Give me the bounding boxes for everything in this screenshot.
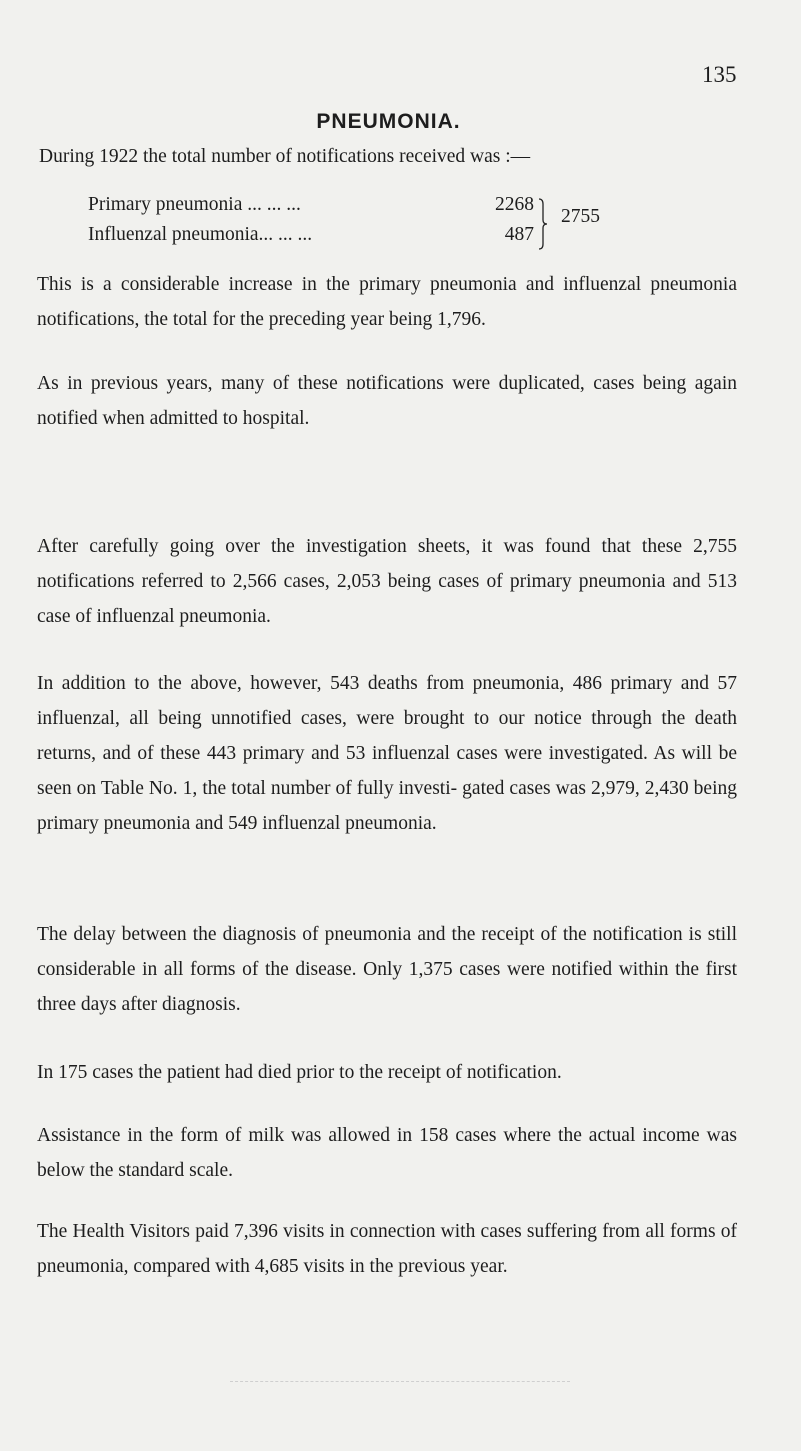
notification-value: 2268: [495, 194, 534, 215]
paragraph-duplicated: As in previous years, many of these notifications were duplicated, cases being again notified when admitted to hospital.: [37, 373, 737, 429]
notification-total: 2755: [561, 206, 600, 227]
notification-row-influenzal: [88, 224, 648, 254]
paragraph-deaths: In addition to the above, however, 543 deaths from pneumonia, 486 primary and 57 influenzal, all being unnotified cases, were brought to our notice through the death returns, and of these 443 primary and 53 influenzal cases were investigated. As will be seen on Table No. 1, the total number of fully investi- gated cases was 2,979, 2,430 being primary pneumonia and 549 influenzal pneumonia.: [37, 673, 737, 834]
paragraph-died-prior: In 175 cases the patient had died prior to the receipt of notification.: [37, 1062, 562, 1083]
paragraph-increase: This is a considerable increase in the primary pneumonia and influenzal pneumonia notifications, the total for the preceding year being 1,796.: [37, 274, 737, 330]
paragraph-health-visitors: The Health Visitors paid 7,396 visits in connection with cases suffering from all forms of pneumonia, compared with 4,685 visits in the previous year.: [37, 1221, 737, 1277]
paragraph-milk-assistance: Assistance in the form of milk was allowed in 158 cases where the actual income was below the standard scale.: [37, 1125, 737, 1181]
paragraph-investigation: After carefully going over the investigation sheets, it was found that these 2,755 notifications referred to 2,566 cases, 2,053 being cases of primary pneumonia and 513 case of influenzal pneumonia.: [37, 536, 737, 627]
page-number: 135: [702, 62, 737, 87]
notification-label: Influenzal pneumonia... ... ...: [88, 224, 313, 245]
intro-text: During 1922 the total number of notifications received was :—: [39, 146, 531, 167]
notification-value: 487: [504, 224, 534, 245]
notification-label: Primary pneumonia ... ... ...: [88, 194, 301, 215]
paragraph-delay: The delay between the diagnosis of pneumonia and the receipt of the notification is still considerable in all forms of the disease. Only 1,375 cases were notified within the first three days after diagnosis.: [37, 924, 737, 1015]
notification-summary: [88, 194, 648, 254]
page-title: PNEUMONIA.: [316, 110, 461, 133]
right-brace-icon: [538, 198, 548, 250]
footer-divider: [230, 1381, 570, 1382]
